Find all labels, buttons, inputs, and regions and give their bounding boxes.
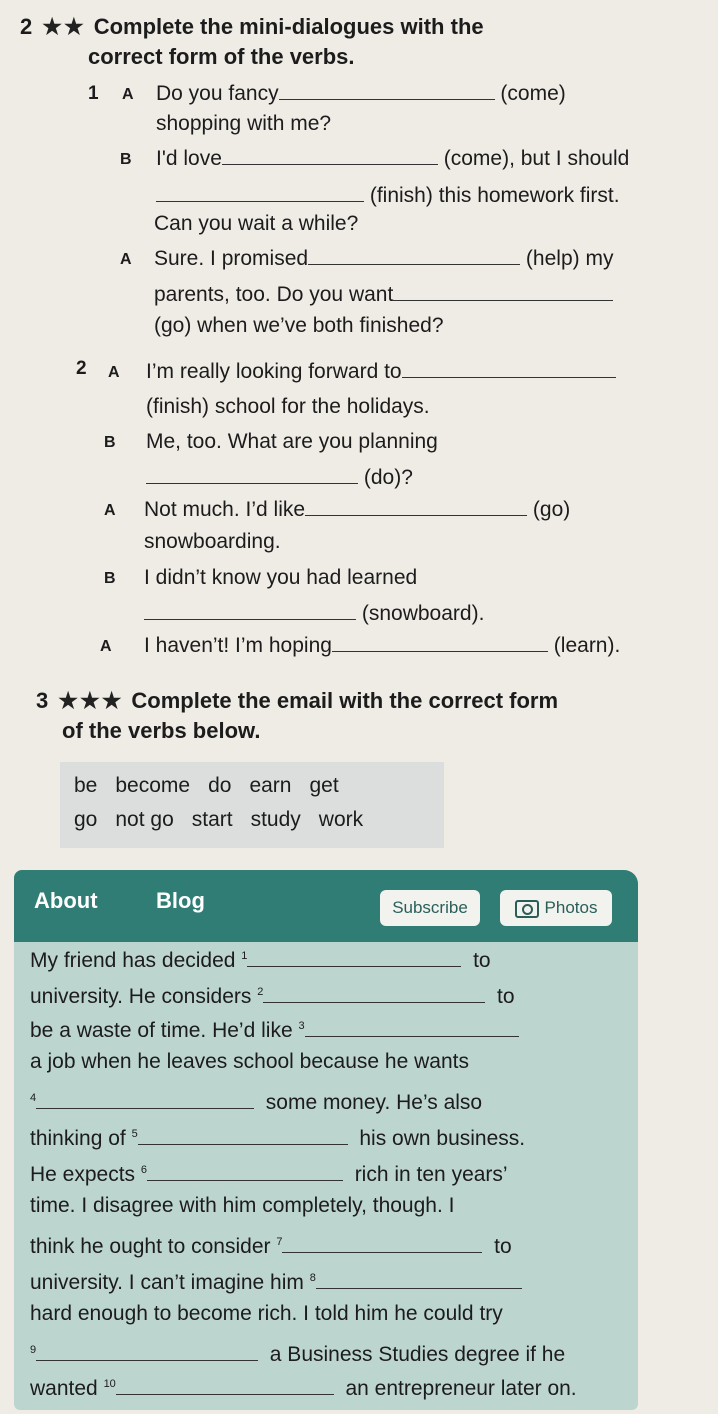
verb-hint: (go) [532, 498, 571, 521]
gap-number: 10 [103, 1378, 116, 1390]
speaker-label: B [120, 151, 132, 168]
instruction-text: correct form of the verbs. [88, 44, 355, 69]
dialogue-line: Me, too. What are you planning [146, 430, 438, 453]
email-line [30, 1264, 522, 1297]
answer-blank[interactable] [144, 601, 356, 620]
email-line [30, 1012, 519, 1045]
answer-blank[interactable] [316, 1270, 522, 1289]
line-text: a Business Studies degree if he [269, 1343, 566, 1366]
speaker-label: A [120, 251, 132, 268]
email-line [30, 1084, 482, 1117]
nav-about[interactable]: About [34, 888, 98, 913]
gap-number: 4 [30, 1092, 37, 1104]
line-text: be a waste of time. He’d like [30, 1019, 299, 1042]
dialogue-line: (go) when we’ve both finished? [154, 314, 444, 337]
line-text: I’m really looking forward to [146, 360, 402, 383]
line-text: university. I can’t imagine him [30, 1271, 310, 1294]
word-item: work [318, 808, 364, 831]
instruction-text: Complete the mini-dialogues with the [93, 14, 484, 39]
answer-blank[interactable] [138, 1126, 348, 1145]
dialogue-line [144, 600, 484, 628]
line-text: thinking of [30, 1127, 132, 1150]
email-panel [14, 870, 638, 1410]
email-line: hard enough to become rich. I told him he could try [30, 1302, 503, 1325]
speaker-label: B [104, 434, 116, 451]
dialogue-line [156, 80, 566, 108]
verb-hint: (help) my [525, 247, 614, 270]
photos-button[interactable] [500, 890, 612, 926]
word-item: start [191, 808, 233, 831]
dialogue-line [154, 281, 613, 309]
email-line: a job when he leaves school because he wants [30, 1050, 469, 1073]
dialogue-number: 1 [88, 83, 99, 104]
line-text: Sure. I promised [154, 247, 309, 270]
verb-hint: (come) [500, 82, 566, 105]
word-item: not go [115, 808, 174, 831]
dialogue-line [154, 245, 613, 273]
answer-blank[interactable] [279, 81, 495, 100]
line-text: I haven’t! I’m hoping [144, 634, 332, 657]
difficulty-stars: ★★★ [58, 688, 124, 713]
gap-number: 3 [298, 1020, 305, 1032]
answer-blank[interactable] [305, 497, 527, 516]
email-line [30, 942, 491, 975]
exercise-3-heading [36, 686, 558, 716]
email-line [30, 1336, 565, 1369]
dialogue-line: snowboarding. [144, 530, 281, 553]
word-item: become [115, 774, 191, 797]
email-line [30, 978, 515, 1011]
line-text: rich in ten years’ [354, 1163, 508, 1186]
answer-blank[interactable] [36, 1342, 258, 1361]
answer-blank[interactable] [36, 1090, 254, 1109]
dialogue-line [144, 496, 570, 524]
camera-icon [515, 900, 539, 918]
gap-number: 7 [276, 1236, 283, 1248]
verb-hint: (do)? [363, 466, 413, 489]
line-text: He expects [30, 1163, 141, 1186]
subscribe-button[interactable] [380, 890, 480, 926]
line-text: to [497, 985, 515, 1008]
word-item: go [74, 808, 98, 831]
email-nav-bar [14, 870, 638, 942]
dialogue-line: I didn’t know you had learned [144, 566, 418, 589]
answer-blank[interactable] [147, 1162, 343, 1181]
word-item: earn [249, 774, 292, 797]
dialogue-line [146, 358, 616, 386]
line-text: his own business. [359, 1127, 526, 1150]
answer-blank[interactable] [282, 1234, 482, 1253]
nav-blog[interactable]: Blog [156, 888, 205, 913]
dialogue-number: 2 [76, 358, 87, 379]
dialogue-line [156, 182, 620, 210]
line-text: Do you fancy [156, 82, 279, 105]
dialogue-line: Can you wait a while? [154, 212, 359, 235]
speaker-label: A [108, 364, 120, 381]
answer-blank[interactable] [222, 146, 438, 165]
exercise-2-heading-line2 [88, 42, 355, 72]
dialogue-line [156, 145, 629, 173]
instruction-text: of the verbs below. [62, 718, 261, 743]
verb-hint: (finish) this homework first. [369, 184, 620, 207]
verb-hint: (snowboard). [361, 602, 485, 625]
speaker-label: A [104, 502, 116, 519]
word-row [74, 808, 381, 832]
line-text: My friend has decided [30, 949, 242, 972]
gap-number: 5 [131, 1128, 138, 1140]
gap-number: 1 [241, 950, 248, 962]
exercise-number: 2 [20, 14, 33, 39]
subscribe-label: Subscribe [392, 898, 468, 917]
verb-hint: (learn). [553, 634, 621, 657]
email-line [30, 1156, 508, 1189]
exercise-2-heading [20, 12, 484, 42]
exercise-number: 3 [36, 688, 49, 713]
word-item: study [250, 808, 301, 831]
answer-blank[interactable] [116, 1376, 334, 1395]
instruction-text: Complete the email with the correct form [131, 688, 559, 713]
answer-blank[interactable] [402, 359, 616, 378]
word-box [60, 762, 444, 848]
line-text: parents, too. Do you want [154, 283, 394, 306]
word-row [74, 774, 357, 798]
dialogue-line: (finish) school for the holidays. [146, 395, 430, 418]
email-line [30, 1370, 577, 1403]
answer-blank[interactable] [393, 282, 613, 301]
line-text: to [473, 949, 491, 972]
gap-number: 6 [140, 1164, 148, 1176]
gap-number: 8 [309, 1272, 316, 1284]
word-item: do [208, 774, 232, 797]
line-text: an entrepreneur later on. [345, 1377, 577, 1400]
answer-blank[interactable] [305, 1018, 519, 1037]
answer-blank[interactable] [247, 948, 461, 967]
answer-blank[interactable] [263, 984, 485, 1003]
line-text: some money. He’s also [265, 1091, 483, 1114]
speaker-label: B [104, 570, 116, 587]
speaker-label: A [100, 638, 112, 655]
gap-number: 9 [30, 1344, 37, 1356]
speaker-label: A [122, 86, 134, 103]
answer-blank[interactable] [332, 633, 548, 652]
verb-hint: (come), but I should [443, 147, 630, 170]
email-line: time. I disagree with him completely, though. I [30, 1194, 455, 1217]
line-text: I'd love [156, 147, 222, 170]
answer-blank[interactable] [146, 465, 358, 484]
exercise-3-heading-line2 [62, 716, 260, 746]
answer-blank[interactable] [156, 183, 364, 202]
photos-label: Photos [544, 898, 598, 917]
line-text: to [494, 1235, 512, 1258]
dialogue-line [144, 632, 620, 660]
gap-number: 2 [257, 986, 264, 998]
line-text: wanted [30, 1377, 104, 1400]
line-text: Not much. I’d like [144, 498, 306, 521]
dialogue-line [146, 464, 413, 492]
line-text: think he ought to consider [30, 1235, 277, 1258]
answer-blank[interactable] [308, 246, 520, 265]
word-item: be [74, 774, 98, 797]
dialogue-line: shopping with me? [156, 112, 332, 135]
line-text: university. He considers [30, 985, 258, 1008]
email-line [30, 1120, 525, 1153]
email-line [30, 1228, 512, 1261]
difficulty-stars: ★★ [42, 14, 86, 39]
word-item: get [309, 774, 339, 797]
